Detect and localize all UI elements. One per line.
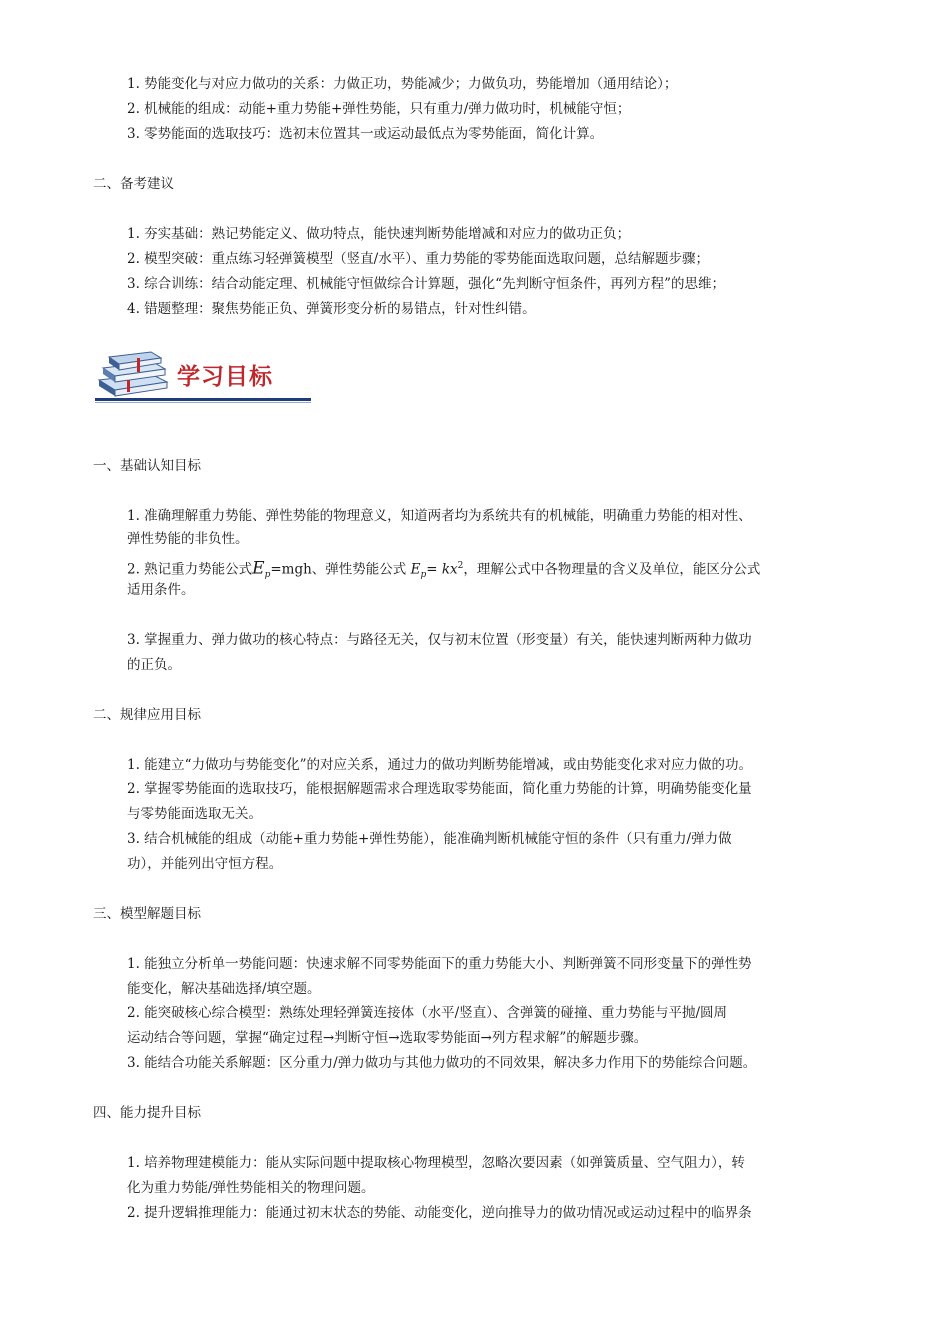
text-run: ，理解公式中各物理量的含义及单位，能区分公式 <box>463 561 761 578</box>
basic-item-2-line-2: 适用条件。 <box>127 582 195 598</box>
formula-symbol-E: E <box>252 558 265 579</box>
apply-line-3: 与零势能面选取无关。 <box>127 806 262 822</box>
model-line-1: 1. 能独立分析单一势能问题：快速求解不同零势能面下的重力势能大小、判断弹簧不同形变量下的弹性势 <box>127 956 752 972</box>
apply-line-5: 功），并能列出守恒方程。 <box>127 856 283 872</box>
section-heading-ability: 四、能力提升目标 <box>93 1105 201 1121</box>
model-line-4: 运动结合等问题，掌握“确定过程→判断守恒→选取零势能面→列方程求解”的解题步骤。 <box>127 1030 648 1046</box>
basic-item-3-line-2: 的正负。 <box>127 657 181 673</box>
text-run: =mgh、弹性势能公式 <box>270 561 411 578</box>
text-run: 2. 熟记重力势能公式 <box>127 561 253 578</box>
basic-item-1-line-1: 1. 准确理解重力势能、弹性势能的物理意义，知道两者均为系统共有的机械能，明确重力势能的相对性、 <box>127 508 752 524</box>
section-heading-apply: 二、规律应用目标 <box>93 707 201 723</box>
ability-line-3: 2. 提升逻辑推理能力：能通过初末状态的势能、动能变化，逆向推导力的做功情况或运动过程中的临界条 <box>127 1205 752 1221</box>
apply-line-4: 3. 结合机械能的组成（动能+重力势能+弹性势能），能准确判断机械能守恒的条件（只有重力/弹力做 <box>127 831 732 847</box>
basic-item-1-line-2: 弹性势能的非负性。 <box>127 531 249 547</box>
formula-subscript-p2: p <box>420 570 427 581</box>
prep-item-2: 2. 模型突破：重点练习轻弹簧模型（竖直/水平）、重力势能的零势能面选取问题，总结解题步骤； <box>127 251 709 267</box>
ability-line-2: 化为重力势能/弹性势能相关的物理问题。 <box>127 1180 375 1196</box>
model-line-5: 3. 能结合功能关系解题：区分重力/弹力做功与其他力做功的不同效果，解决多力作用下的势能综合问题。 <box>127 1055 757 1071</box>
formula-kx: kx <box>441 561 458 578</box>
section-heading-model: 三、模型解题目标 <box>93 906 201 922</box>
model-line-3: 2. 能突破核心综合模型：熟练处理轻弹簧连接体（水平/竖直）、含弹簧的碰撞、重力势能与平抛/圆周 <box>127 1005 728 1021</box>
ability-line-1: 1. 培养物理建模能力：能从实际问题中提取核心物理模型，忽略次要因素（如弹簧质量、空气阻力），转 <box>127 1155 745 1171</box>
banner-rule-thin <box>95 402 311 403</box>
formula-equals: = <box>426 561 442 578</box>
model-line-2: 能变化，解决基础选择/填空题。 <box>127 981 321 997</box>
formula-exponent: 2 <box>457 561 464 571</box>
apply-line-2: 2. 掌握零势能面的选取技巧，能根据解题需求合理选取零势能面，简化重力势能的计算，明确势能变化量 <box>127 781 752 797</box>
intro-item-3: 3. 零势能面的选取技巧：选初末位置其一或运动最低点为零势能面，简化计算。 <box>127 126 604 142</box>
intro-item-1: 1. 势能变化与对应力做功的关系：力做正功，势能减少；力做负功，势能增加（通用结论）； <box>127 76 678 92</box>
section-heading-prep: 二、备考建议 <box>93 176 174 192</box>
apply-line-1: 1. 能建立“力做功与势能变化”的对应关系，通过力的做功判断势能增减，或由势能变化求对应力做的功。 <box>127 757 752 773</box>
basic-item-2-line-1 <box>127 556 760 585</box>
intro-item-2: 2. 机械能的组成：动能+重力势能+弹性势能，只有重力/弹力做功时，机械能守恒； <box>127 101 631 117</box>
banner-title: 学习目标 <box>177 364 273 390</box>
prep-item-1: 1. 夯实基础：熟记势能定义、做功特点，能快速判断势能增减和对应力的做功正负； <box>127 226 631 242</box>
books-stack-icon <box>93 350 173 400</box>
learning-goals-banner <box>93 350 313 406</box>
formula-symbol-E2: E <box>410 561 421 578</box>
formula-subscript-p: p <box>264 570 271 581</box>
basic-item-3-line-1: 3. 掌握重力、弹力做功的核心特点：与路径无关，仅与初末位置（形变量）有关，能快速判断两种力做功 <box>127 632 752 648</box>
banner-rule <box>95 398 311 401</box>
section-heading-basic: 一、基础认知目标 <box>93 458 201 474</box>
prep-item-4: 4. 错题整理：聚焦势能正负、弹簧形变分析的易错点，针对性纠错。 <box>127 301 536 317</box>
prep-item-3: 3. 综合训练：结合动能定理、机械能守恒做综合计算题，强化“先判断守恒条件，再列方程”的思维； <box>127 276 725 292</box>
